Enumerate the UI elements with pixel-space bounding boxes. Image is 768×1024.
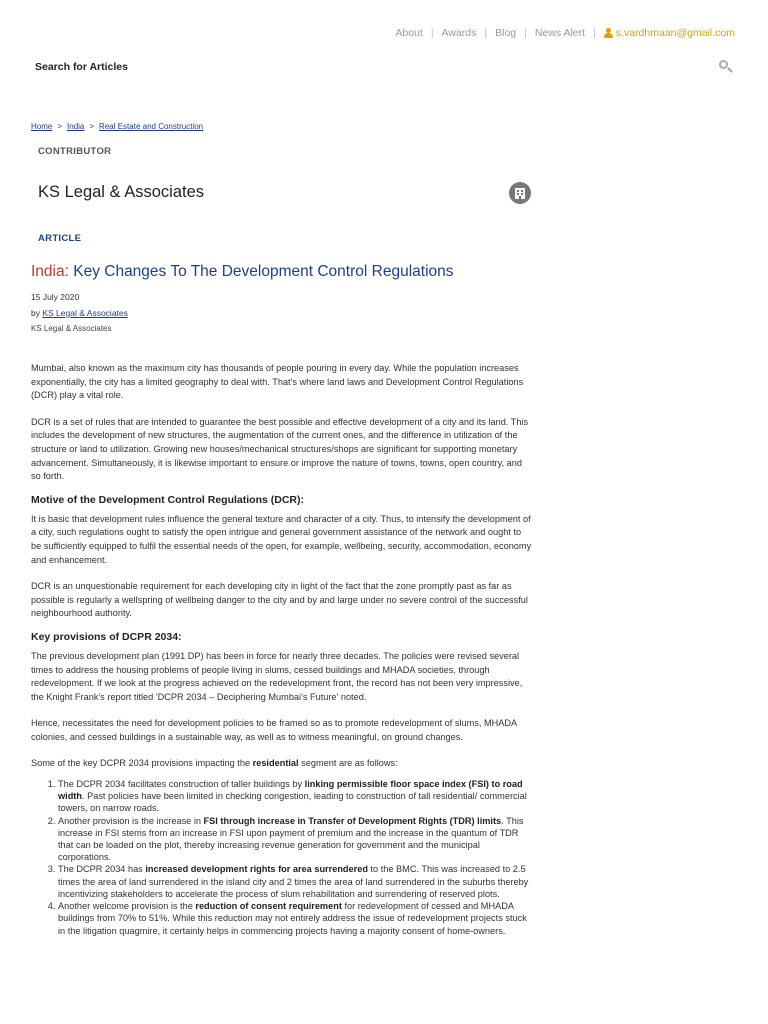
article-byline: [31, 308, 128, 318]
building-icon[interactable]: [509, 182, 531, 204]
paragraph: It is basic that development rules influence the general texture and character of a city. Thus, to intensify the development of a city, such regulations ought to satisfy the open intrigue and general government assistance of the network and ought to be sufficiently equipped to fulfil the essential needs of the open, for example, wellbeing, security, accommodation, economy and enhancement.: [31, 513, 532, 565]
contributor-label: CONTRIBUTOR: [38, 146, 112, 157]
list-item: 3. The DCPR 2034 has increased development rights for area surrendered to the BMC. This was increased to 2.5 times the area of land surrendered in the island city and 2 times the area of land surrendered in the suburbs thereby incentivizing stakeholders to accelerate the process of slum rehabilitation and surrendering of reserved plots.: [58, 863, 533, 900]
paragraph: Hence, necessitates the need for development policies to be framed so as to promote redevelopment of slums, MHADA colonies, and cessed buildings in a sustainable way, as well as to witness meaningful, on ground changes.: [31, 718, 517, 742]
paragraph: Mumbai, also known as the maximum city has thousands of people pouring in every day. While the population increases exponentially, the city has a limited geography to deal with. That's where land laws and Development Control Regulations (DCR) play a vital role.: [31, 363, 524, 401]
paragraph: Some of the key DCPR 2034 provisions impacting the residential segment are as follows:: [31, 758, 398, 769]
search-bar[interactable]: [35, 58, 733, 76]
search-icon[interactable]: [719, 60, 733, 74]
user-icon: [604, 28, 613, 38]
search-label[interactable]: Search for Articles: [35, 61, 128, 73]
breadcrumb-separator: >: [57, 122, 63, 131]
byline-prefix: by: [31, 308, 40, 318]
title-country[interactable]: India:: [31, 263, 69, 280]
nav-about-link[interactable]: About: [395, 27, 423, 39]
paragraph: The previous development plan (1991 DP) has been in force for nearly three decades. The policies were revised several times to address the housing problems of people living in slums, cessed buildings and MHADA societies, through redevelopment. If we look at the progress achieved on the redevelopment front, the record has not been very impressive, the Knight Frank's report titled 'DCPR 2034 – Deciphering Mumbai's Future' noted.: [31, 650, 523, 702]
list-item: 2. Another provision is the increase in FSI through increase in Transfer of Development Rights (TDR) limits. This increase in FSI stems from an increase in FSI upon payment of premium and the increase in the quantum of TDR that can be loaded on the plot, thereby increasing revenue generation for government and the municipal corporations.: [58, 815, 533, 864]
nav-news-alert-link[interactable]: News Alert: [534, 27, 586, 39]
breadcrumb-separator: >: [89, 122, 95, 131]
section-heading: Key provisions of DCPR 2034:: [31, 630, 182, 643]
top-navigation: [395, 27, 735, 39]
breadcrumb-home[interactable]: Home: [31, 122, 53, 131]
nav-awards-link[interactable]: Awards: [441, 27, 477, 39]
title-text: Key Changes To The Development Control Regulations: [73, 263, 454, 280]
contributor-name[interactable]: KS Legal & Associates: [38, 183, 205, 201]
nav-separator: |: [430, 27, 434, 39]
list-item: 4. Another welcome provision is the reduction of consent requirement for redevelopment of cessed and MHADA buildings from 70% to 51%. While this reduction may not entirely address the issue of redevelopment projects stuck in the litigation quagmire, it certainly helps in commencing projects having a majority consent of home-owners.: [58, 900, 533, 937]
user-email: s.vardhmaan@gmail.com: [615, 27, 735, 39]
article-date: 15 July 2020: [31, 292, 80, 302]
paragraph: DCR is an unquestionable requirement for each developing city in light of the fact that the zone promptly past as far as possible is regularly a wellspring of wellbeing danger to the city and by and large under no severe control of the successful neighbourhood authority.: [31, 581, 528, 619]
breadcrumb-india[interactable]: India: [67, 122, 85, 131]
user-account-link[interactable]: [604, 27, 735, 39]
breadcrumb-real-estate[interactable]: Real Estate and Construction: [99, 122, 204, 131]
article-label: ARTICLE: [38, 233, 82, 244]
breadcrumb: [31, 122, 203, 131]
article-firm: KS Legal & Associates: [31, 324, 112, 333]
nav-separator: |: [524, 27, 527, 39]
author-link[interactable]: KS Legal & Associates: [42, 308, 128, 318]
nav-blog-link[interactable]: Blog: [495, 27, 517, 39]
list-item: 1. The DCPR 2034 facilitates construction of taller buildings by linking permissible floor space index (FSI) to road width. Past policies have been limited in checking congestion, leading to construction of tall residential/ commercial towers, on narrow roads.: [58, 778, 533, 815]
section-heading: Motive of the Development Control Regulations (DCR):: [31, 493, 304, 506]
article-body: [31, 362, 533, 937]
paragraph: DCR is a set of rules that are intended to guarantee the best possible and effective development of a city and its land. This includes the development of new structures, the augmentation of the current ones, and the difference in utilization of the structure or land to utilization. Growing new houses/mechanical structures/shops are significant for supporting monetary advancement. Simultaneously, it is likewise important to ensure or improve the nature of towns, towns, open country, and so forth.: [31, 416, 529, 482]
nav-separator: |: [484, 27, 488, 39]
page-title: [31, 263, 454, 281]
provisions-list: [58, 778, 533, 937]
nav-separator: |: [593, 27, 596, 39]
